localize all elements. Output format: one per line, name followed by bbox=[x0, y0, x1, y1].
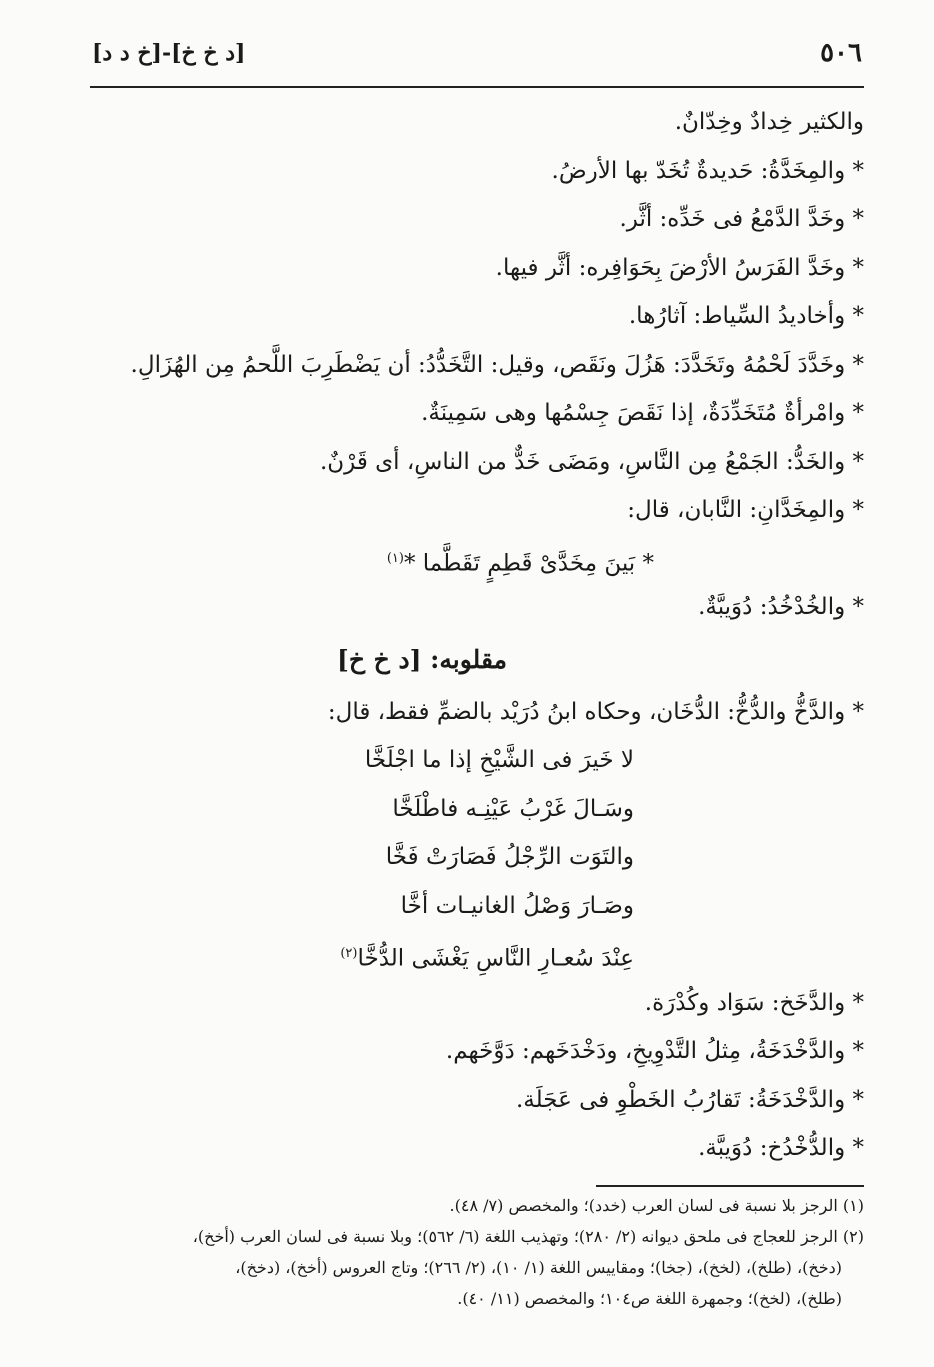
poem-line: والتَوَت الرِّجْلُ فَصَارَتْ فَخَّا bbox=[385, 844, 634, 870]
entry-line: والكثير خِدادٌ وخِدّانٌ. bbox=[674, 109, 864, 135]
poem-line-last bbox=[100, 930, 864, 979]
section-title: مقلوبه: [د خ خ] bbox=[337, 644, 507, 674]
entry-line: * وخَدَّ الدَّمْعُ فى خَدِّه: أثَّر. bbox=[619, 206, 864, 232]
entry-line: * والدَّخُّ والدُّخُّ: الدُّخَان، وحكاه ابنُ دُرَيْد بالضمِّ فقط، قال: bbox=[327, 698, 864, 725]
poem-line: وسَـالَ غَرْبُ عَيْنِـه فاطْلَخَّا bbox=[392, 795, 634, 822]
footnotes bbox=[92, 1190, 864, 1314]
footnote-rule bbox=[596, 1185, 864, 1187]
body-text bbox=[100, 98, 864, 1173]
entry-line: * والدُّخْدُخ: دُوَيبَّة. bbox=[698, 1135, 864, 1161]
footnote-1: (١) الرجز بلا نسبة فى لسان العرب (خدد)؛ والمخصص (٧/ ٤٨). bbox=[449, 1196, 864, 1215]
footnote-ref-2: (٢) bbox=[340, 946, 358, 961]
poem-line: لا خَيرَ فى الشَّيْخِ إذا ما اجْلَخَّا bbox=[364, 747, 634, 773]
entry-line: * وخَدَّدَ لَحْمُهُ وتَخَدَّدَ: هَزُلَ ونَقَص، وقيل: التَّخَدُّدُ: أن يَضْطَرِبَ اللَّحمُ مِن الهُزَالِ. bbox=[130, 351, 864, 378]
verse-quote bbox=[100, 535, 864, 584]
page-number: ٥٠٦ bbox=[820, 38, 862, 68]
verse-text: * بَينَ مِخَدَّىْ قَطِمٍ تَقَطَّما * bbox=[403, 550, 654, 577]
footnote-2-cont: (دخخ)، (طلخ)، (لخخ)، (جخا)؛ ومقاييس اللغة (١/ ١٠)، (٢/ ٢٦٦)؛ وتاج العروس (أخخ)، (دخخ)، bbox=[235, 1258, 842, 1277]
entry-line: * والدَّخَخ: سَوَاد وكُدْرَة. bbox=[644, 989, 864, 1016]
footnote-2-cont: (طلخ)، (لخخ)؛ وجمهرة اللغة ص١٠٤؛ والمخصص (١١/ ٤٠). bbox=[457, 1289, 842, 1308]
entry-line: * وأخاديدُ السِّياط: آثارُها. bbox=[628, 303, 864, 329]
entry-line: * وامْرأةٌ مُتَخَدِّدَةٌ، إذا نَقَصَ جِسْمُها وهى سَمِينَةٌ. bbox=[421, 400, 864, 426]
entry-line: * والخَدُّ: الجَمْعُ مِن النَّاسِ، ومَضَى خَدٌّ من الناسِ، أى قَرْنٌ. bbox=[319, 448, 864, 475]
header-rule bbox=[90, 86, 864, 88]
footnote-2: (٢) الرجز للعجاج فى ملحق ديوانه (٢/ ٢٨٠)؛ وتهذيب اللغة (٦/ ٥٦٢)؛ وبلا نسبة فى لسان العرب (أخخ)، bbox=[192, 1227, 864, 1246]
running-head: [خ د د]-[د خ خ] bbox=[92, 40, 246, 66]
poem-text: عِنْدَ سُعـارِ النَّاسِ يَغْشَى الدُّخَّا bbox=[357, 945, 634, 972]
entry-line: * والخُدْخُدُ: دُوَيبَّةٌ. bbox=[698, 594, 864, 620]
entry-line: * وخَدَّ الفَرَسُ الأرْضَ بِحَوَافِره: أثَّر فيها. bbox=[495, 254, 864, 281]
entry-line: * والدَّخْدَخَةُ، مِثلُ التَّدْوِيخِ، ودَخْدَخَهم: دَوَّخَهم. bbox=[445, 1038, 864, 1064]
footnote-ref-1: (١) bbox=[386, 550, 404, 566]
entry-line: * والدَّخْدَخَةُ: تَقارُبُ الخَطْوِ فى عَجَلَة. bbox=[515, 1086, 864, 1113]
poem-line: وصَـارَ وَصْلُ الغانيـات أخَّا bbox=[400, 892, 634, 919]
entry-line: * والمِخَدَّةُ: حَديدةٌ تُخَدّ بها الأرضُ. bbox=[551, 157, 864, 184]
entry-line: * والمِخَدَّانِ: النَّابان، قال: bbox=[627, 497, 864, 523]
